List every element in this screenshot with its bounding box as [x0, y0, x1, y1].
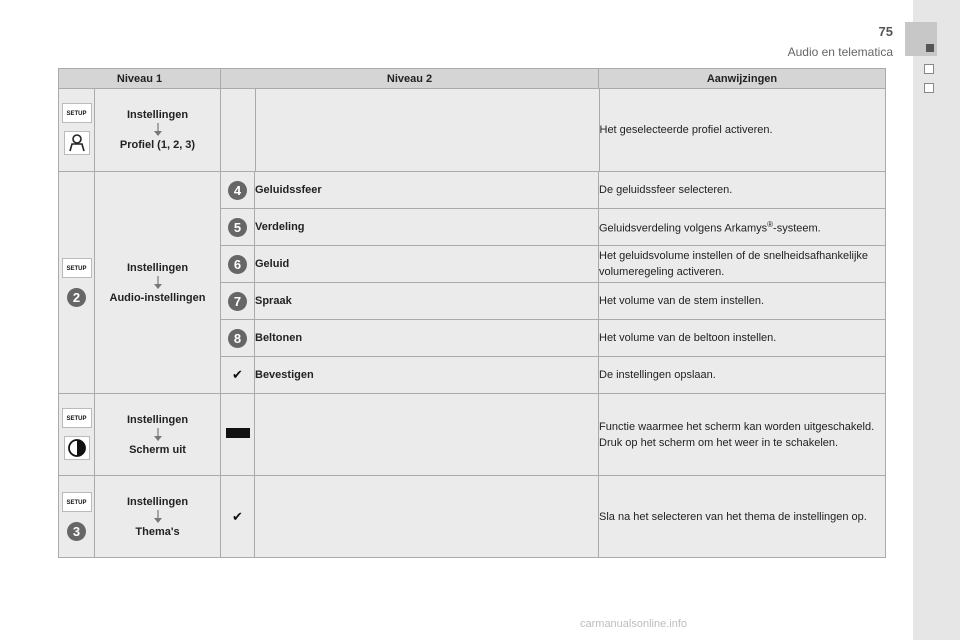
number-cell: [221, 172, 255, 209]
page-marker: [924, 83, 934, 93]
checkmark-icon: ✔: [232, 367, 243, 382]
description: Het volume van de beltoon instellen.: [599, 320, 886, 357]
level1-bottom: Scherm uit: [129, 443, 186, 456]
level2-label: Geluid: [255, 246, 599, 283]
description-line: Functie waarmee het scherm kan worden uitgeschakeld.: [599, 420, 875, 433]
number-cell: [221, 476, 255, 558]
level2-label: Verdeling: [255, 209, 599, 246]
empty-cell: [255, 476, 599, 558]
number-cell: [221, 357, 255, 394]
level1-cell: [95, 394, 221, 476]
level2-label: Geluidssfeer: [255, 172, 599, 209]
empty-cell: [255, 394, 599, 476]
level2-label: Bevestigen: [255, 357, 599, 394]
description: [599, 394, 886, 476]
profile-icon: [64, 131, 90, 155]
description: Het geluidsvolume instellen of de snelheidsafhankelijke volumeregeling activeren.: [599, 246, 886, 283]
header-niveau-1: Niveau 1: [59, 69, 221, 89]
table-row: [59, 476, 886, 558]
level1-bottom: Thema's: [135, 525, 180, 538]
row-icons: [59, 394, 95, 476]
number-badge: 8: [228, 329, 247, 348]
number-cell: [221, 394, 255, 476]
table-row: [59, 172, 886, 209]
description: Sla na het selecteren van het thema de instellingen op.: [599, 476, 886, 558]
screen-off-icon: [64, 436, 90, 460]
description: Het volume van de stem instellen.: [599, 283, 886, 320]
number-cell: [221, 246, 255, 283]
setup-icon: SETUP: [62, 492, 92, 512]
row-icons: [59, 476, 95, 558]
description: De geluidssfeer selecteren.: [599, 172, 886, 209]
arrow-down-icon: [153, 276, 163, 290]
description: Het geselecteerde profiel activeren.: [599, 124, 773, 136]
level2-label: Spraak: [255, 283, 599, 320]
black-screen-icon: [226, 428, 250, 438]
registered-mark: ®: [767, 220, 774, 230]
settings-table: [58, 68, 886, 558]
level1-cell: [95, 476, 221, 558]
number-badge: 6: [228, 255, 247, 274]
table-row: [59, 89, 886, 172]
description-tail: -systeem.: [773, 222, 821, 235]
number-badge: 7: [228, 292, 247, 311]
level1-cell: [95, 89, 221, 172]
table-header-row: [59, 69, 886, 89]
level1-top: Instellingen: [126, 495, 189, 508]
arrow-down-icon: [153, 428, 163, 442]
page-marker-filled: [926, 44, 934, 52]
setup-icon: SETUP: [62, 103, 92, 123]
description-text: Geluidsverdeling volgens Arkamys: [599, 222, 768, 235]
arrow-down-icon: [153, 123, 163, 137]
side-strip: [913, 0, 960, 640]
level1-bottom: Profiel (1, 2, 3): [119, 139, 196, 151]
level1-bottom: Audio-instellingen: [109, 291, 206, 304]
setup-icon: SETUP: [62, 258, 92, 278]
row-icons: [59, 89, 95, 172]
table-row: [59, 394, 886, 476]
level2-label: Beltonen: [255, 320, 599, 357]
header-niveau-2: Niveau 2: [221, 69, 599, 89]
number-badge: 3: [67, 522, 86, 541]
watermark: carmanualsonline.info: [580, 618, 688, 630]
number-badge: 5: [228, 218, 247, 237]
row-content: [221, 89, 886, 172]
level1-cell: [95, 172, 221, 394]
number-cell: [221, 283, 255, 320]
description: [599, 209, 886, 246]
number-cell: [221, 320, 255, 357]
level1-top: Instellingen: [126, 109, 189, 121]
number-badge: 4: [228, 181, 247, 200]
page-marker: [924, 64, 934, 74]
checkmark-icon: ✔: [232, 508, 243, 524]
number-cell: [221, 209, 255, 246]
row-icons: [59, 172, 95, 394]
description: De instellingen opslaan.: [599, 357, 886, 394]
description-line: Druk op het scherm om het weer in te schakelen.: [599, 436, 839, 449]
page-number: 75: [878, 24, 893, 39]
number-badge: 2: [67, 288, 86, 307]
section-title: Audio en telematica: [787, 45, 893, 59]
level1-top: Instellingen: [126, 413, 189, 426]
arrow-down-icon: [153, 510, 163, 524]
header-aanwijzingen: Aanwijzingen: [599, 69, 886, 89]
level1-top: Instellingen: [126, 261, 189, 274]
setup-icon: SETUP: [62, 408, 92, 428]
